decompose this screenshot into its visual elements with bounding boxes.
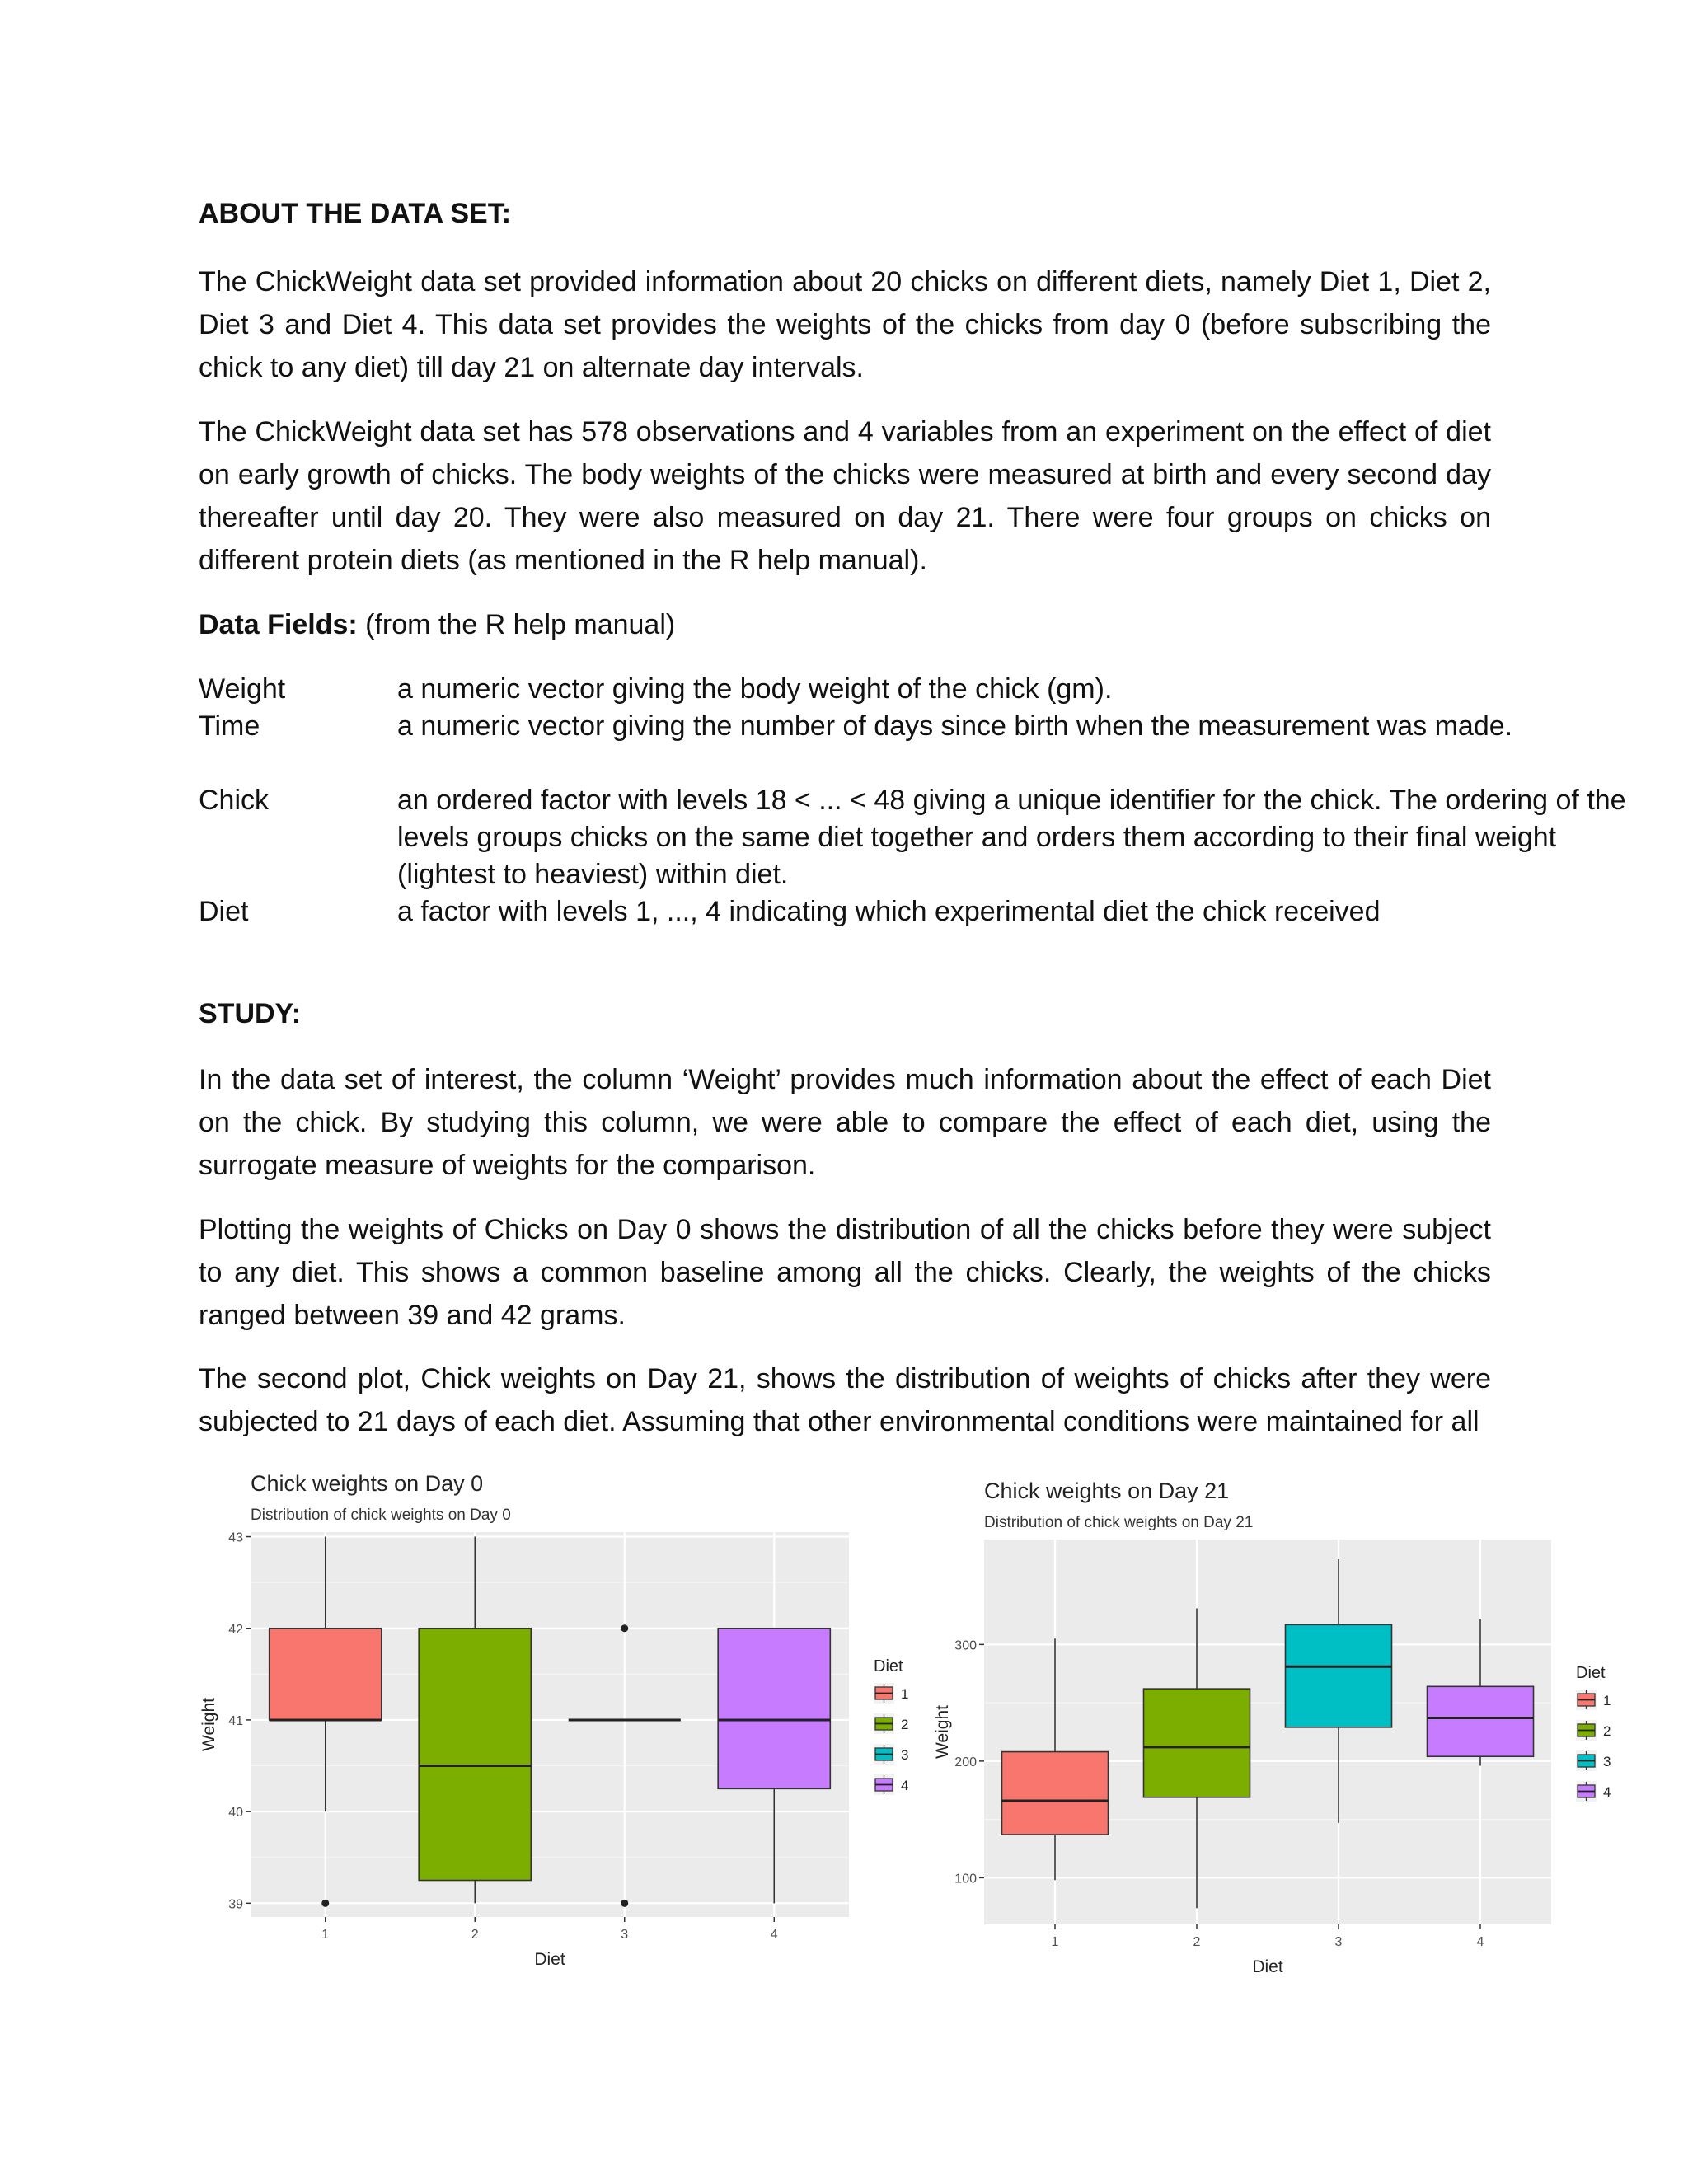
box-body-diet-1 xyxy=(1002,1752,1109,1835)
legend-label: 3 xyxy=(901,1747,909,1763)
field-name: Weight xyxy=(199,673,286,705)
x-tick-label: 3 xyxy=(1334,1935,1343,1949)
legend-label: 2 xyxy=(1603,1723,1611,1739)
study-heading: STUDY: xyxy=(199,998,302,1029)
field-name: Diet xyxy=(199,896,249,927)
about-heading: ABOUT THE DATA SET: xyxy=(199,198,512,229)
chart-title: Chick weights on Day 21 xyxy=(984,1479,1230,1503)
box-body-diet-2 xyxy=(419,1629,531,1881)
chart-day21 xyxy=(923,1471,1632,1999)
legend-label: 4 xyxy=(1603,1784,1611,1800)
y-axis-label: Weight xyxy=(933,1705,952,1759)
x-tick-label: 4 xyxy=(770,1928,778,1942)
y-tick-label: 42 xyxy=(228,1622,243,1637)
x-tick-label: 2 xyxy=(1193,1935,1201,1949)
legend-label: 4 xyxy=(901,1778,909,1793)
chart-day0 xyxy=(195,1463,909,1990)
legend-label: 1 xyxy=(1603,1693,1611,1708)
y-axis-label: Weight xyxy=(199,1698,218,1751)
y-tick-label: 200 xyxy=(954,1755,977,1769)
x-tick-label: 1 xyxy=(321,1928,330,1942)
legend-title: Diet xyxy=(1576,1664,1606,1682)
box-outlier-point xyxy=(621,1624,628,1632)
y-tick-label: 300 xyxy=(954,1638,977,1653)
data-fields-title xyxy=(199,603,675,646)
x-tick-label: 1 xyxy=(1051,1935,1059,1949)
data-fields-note: (from the R help manual) xyxy=(357,609,676,640)
y-tick-label: 40 xyxy=(228,1806,243,1821)
field-desc: a numeric vector giving the number of days since birth when the measurement was made. xyxy=(397,710,1513,742)
y-tick-label: 100 xyxy=(954,1872,977,1886)
data-fields-label: Data Fields: xyxy=(199,609,358,640)
chart-subtitle: Distribution of chick weights on Day 0 xyxy=(251,1507,511,1524)
box-body-diet-1 xyxy=(270,1629,382,1720)
x-tick-label: 3 xyxy=(621,1928,629,1942)
study-paragraph-1: In the data set of interest, the column ‘Weight’ provides much information about the effect of each Diet on the chick. By studying this column, we were able to compare the effect of each diet, using the surrogate measure of weights for the comparison. xyxy=(199,1064,1491,1181)
field-desc: an ordered factor with levels 18 < ... < 48 giving a unique identifier for the chick. The ordering of the levels groups chicks on the same diet together and orders them according to their final weight (lightest to heaviest) within diet. xyxy=(397,785,1626,890)
chart-day0-svg xyxy=(195,1463,909,1990)
box-outlier-point xyxy=(321,1900,329,1907)
box-body-diet-4 xyxy=(718,1629,830,1789)
x-tick-label: 2 xyxy=(471,1928,479,1942)
field-desc: a factor with levels 1, ..., 4 indicating which experimental diet the chick received xyxy=(397,896,1381,927)
legend-label: 1 xyxy=(901,1686,909,1702)
x-axis-label: Diet xyxy=(1252,1957,1283,1976)
field-name: Time xyxy=(199,710,260,742)
chart-subtitle: Distribution of chick weights on Day 21 xyxy=(984,1514,1254,1531)
y-tick-label: 43 xyxy=(228,1530,243,1545)
about-paragraph-2: The ChickWeight data set has 578 observations and 4 variables from an experiment on the effect of diet on early growth of chicks. The body weights of the chicks were measured at birth and every second day thereafter until day 20. They were also measured on day 21. There were four groups on chicks on different protein diets (as mentioned in the R help manual). xyxy=(199,416,1491,576)
legend-title: Diet xyxy=(874,1657,903,1675)
field-desc: a numeric vector giving the body weight of the chick (gm). xyxy=(397,673,1113,705)
study-paragraph-2: Plotting the weights of Chicks on Day 0 shows the distribution of all the chicks before they were subject to any diet. This shows a common baseline among all the chicks. Clearly, the weights of the chicks ranged between 39 and 42 grams. xyxy=(199,1214,1491,1331)
legend-label: 2 xyxy=(901,1717,909,1732)
x-axis-label: Diet xyxy=(534,1950,565,1969)
x-tick-label: 4 xyxy=(1476,1935,1484,1949)
y-tick-label: 39 xyxy=(228,1897,243,1912)
chart-title: Chick weights on Day 0 xyxy=(251,1471,484,1496)
study-paragraph-3: The second plot, Chick weights on Day 21, shows the distribution of weights of chicks after they were subjected to 21 days of each diet. Assuming that other environmental conditions were maintained for all xyxy=(199,1363,1491,1437)
y-tick-label: 41 xyxy=(228,1713,243,1728)
box-body-diet-4 xyxy=(1428,1686,1534,1756)
box-body-diet-3 xyxy=(1286,1624,1392,1727)
field-name: Chick xyxy=(199,785,270,816)
chart-day21-svg xyxy=(923,1471,1632,1999)
about-paragraph-1: The ChickWeight data set provided information about 20 chicks on different diets, namely Diet 1, Diet 2, Diet 3 and Diet 4. This data set provides the weights of the chicks from day 0 (before subscribing the chick to any diet) till day 21 on alternate day intervals. xyxy=(199,266,1491,383)
legend-label: 3 xyxy=(1603,1754,1611,1769)
box-body-diet-2 xyxy=(1144,1689,1250,1797)
box-outlier-point xyxy=(621,1900,628,1907)
